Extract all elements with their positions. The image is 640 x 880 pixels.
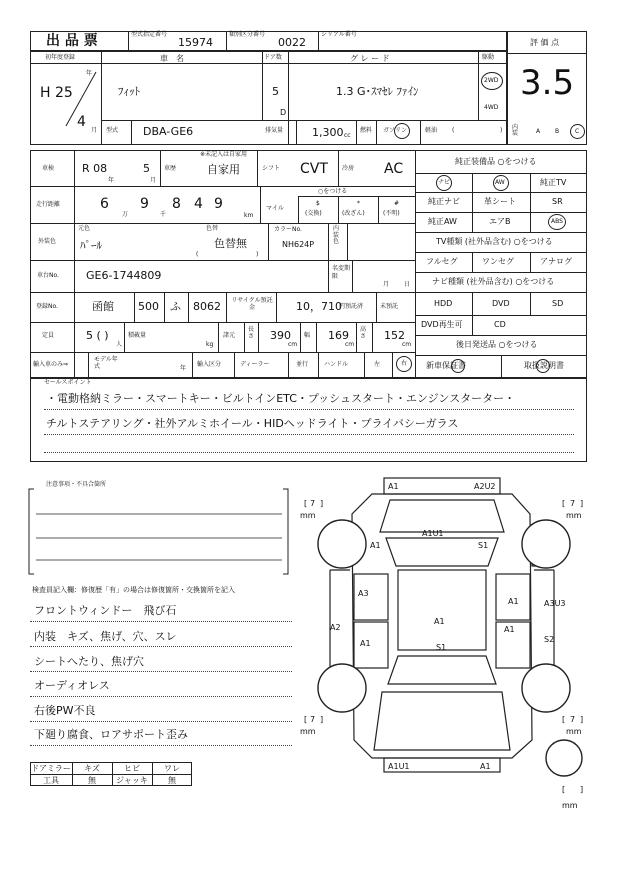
first-reg-month: 4 — [77, 114, 86, 130]
door-type: D — [280, 108, 287, 117]
legend-v3: ジャッキ — [116, 776, 148, 785]
recycle-label: リサイクル預託金 — [231, 297, 273, 312]
legend-v4: 無 — [168, 776, 176, 785]
displacement: 1,300 — [312, 126, 344, 139]
height-value: 152 — [384, 329, 405, 342]
name-change-label: 名変期限 — [332, 265, 351, 280]
person-unit: 人 — [116, 341, 123, 348]
reg-place: 函館 — [92, 300, 114, 313]
mileage-digit-4: 4 — [194, 196, 203, 212]
note-item-3: シートへたり、焦げ穴 — [34, 655, 144, 668]
unknown-sym: # — [394, 200, 400, 207]
recycle-suffix: 円預託済 — [339, 303, 364, 310]
mileage-man: 万 — [122, 211, 129, 218]
tv-header: TV種類 (社外品含む) ○をつける — [436, 237, 553, 246]
inspection-month-unit: 月 — [150, 177, 157, 184]
name-change-month: 月 — [383, 281, 390, 288]
recycle-amount: 10，710 — [296, 300, 342, 313]
equip-genuine-navi: 純正ナビ — [428, 197, 460, 206]
mark-front-bumper-2: A2U2 — [474, 482, 496, 491]
equip-navi: ナビ — [438, 179, 451, 186]
note-item-1: フロントウィンドー 飛び石 — [34, 604, 177, 617]
width-cm: cm — [345, 341, 355, 348]
repaint-value: 色替無 — [214, 237, 247, 250]
navi-dvd-play: DVD再生可 — [421, 320, 463, 329]
year-unit: 年 — [86, 70, 93, 77]
legend-v2: 無 — [88, 776, 96, 785]
car-diagram — [300, 470, 600, 815]
import-parallel: 並行 — [296, 361, 309, 368]
height-label: 高さ — [360, 326, 367, 340]
interior-label: 内装 — [512, 124, 519, 137]
color-no-label: カラーNo. — [274, 226, 302, 233]
handle-right: 右 — [401, 360, 408, 367]
model-label: 型式 — [106, 127, 119, 134]
reg-class: 500 — [138, 300, 159, 313]
tire-rl-mm: mm — [300, 727, 316, 736]
tire-rl-bracket-close: ] — [320, 715, 324, 724]
mileage-digit-3: 8 — [172, 196, 181, 212]
equip-leather: 革シート — [484, 197, 516, 206]
warranty-circle — [451, 359, 465, 373]
category-label: 類別区分番号 — [229, 31, 266, 38]
tire-rl-7: 7 — [310, 715, 316, 724]
width-label: 幅 — [304, 332, 311, 339]
fuel-gasoline: ガソリン — [383, 127, 408, 134]
exchange-sym: $ — [316, 200, 320, 207]
chassis-no: GE6-1744809 — [86, 269, 162, 282]
shift-value: CVT — [300, 161, 328, 177]
tire-fr-bracket: [ — [562, 499, 566, 508]
legend-h2: キズ — [84, 764, 100, 773]
drive-4wd: 4WD — [484, 104, 499, 111]
mark-roof: A1 — [434, 617, 445, 626]
handle-left: 左 — [374, 361, 381, 368]
later-header: 後日発送品 ○をつける — [456, 340, 538, 349]
mark-r-side: A3U3 — [544, 599, 566, 608]
mark-r-front-door: A1 — [508, 597, 519, 606]
fuel-label: 燃料 — [360, 127, 373, 134]
load-kg: kg — [206, 341, 214, 348]
interior-grade-a: A — [536, 128, 541, 135]
car-name: ﾌｨｯﾄ — [118, 85, 140, 98]
model: DBA-GE6 — [143, 125, 194, 138]
mileage-digit-2: 9 — [140, 196, 149, 212]
tire-fr-mm: mm — [566, 511, 582, 520]
category-no: 0022 — [278, 36, 306, 49]
inspection-year: R 08 — [82, 162, 108, 175]
reg-kana: ふ — [170, 300, 181, 313]
mark-fl-fender: A1 — [370, 541, 381, 550]
ac-label: 冷房 — [342, 165, 355, 172]
inspection-year-unit: 年 — [108, 177, 115, 184]
interior-grade-c: C — [575, 128, 580, 135]
spare-bracket-close: ] — [580, 785, 584, 794]
spare-bracket: [ — [562, 785, 566, 794]
tv-analog: アナログ — [540, 257, 572, 266]
door-count: 5 — [272, 85, 279, 98]
equip-sr: SR — [552, 197, 563, 206]
grade-label: グ レ ー ド — [350, 54, 390, 63]
note-item-6: 下廻り腐食、ロアサポート歪み — [34, 728, 188, 741]
tamper-sym: * — [357, 200, 360, 207]
inspector-note: 検査員記入欄：修復歴「有」の場合は修復箇所・交換箇所を記入 — [32, 586, 235, 594]
sales-label: セールスポイント — [44, 379, 92, 386]
manual-circle — [536, 359, 550, 373]
sheet-title: 出 品 票 — [46, 33, 98, 49]
tire-rr-bracket: [ — [562, 715, 566, 724]
recycle-unpaid: 未預託 — [380, 303, 399, 310]
orig-color-label: 元色 — [78, 225, 91, 232]
import-type-label: 輸入区分 — [197, 361, 222, 368]
history-value: 自家用 — [207, 163, 240, 176]
later-manual: 取扱説明書 — [524, 361, 564, 370]
length-cm: cm — [288, 341, 298, 348]
model-year-unit: 年 — [180, 365, 187, 372]
import-label: 輸入車のみ⇒ — [33, 361, 69, 368]
mark-front-bumper-1: A1 — [388, 482, 399, 491]
size-label: 諸元 — [223, 332, 236, 339]
mileage-digit-1: 6 — [100, 196, 109, 212]
equip-tv: 純正TV — [540, 178, 567, 187]
mark-r-qtr: S2 — [544, 635, 555, 644]
navi-cd: CD — [494, 320, 506, 329]
import-dealer: ディーラー — [240, 361, 270, 368]
fuel-paren: ( — [452, 127, 455, 134]
height-cm: cm — [402, 341, 412, 348]
navi-sd: SD — [552, 299, 564, 308]
legend-h1: ドアミラー — [31, 764, 71, 773]
equip-aw: AW — [495, 179, 505, 186]
capacity-label: 定員 — [42, 332, 55, 339]
equipment-header: 純正装備品 ○をつける — [455, 157, 537, 166]
notes-label: 注意事項・不具合箇所 — [46, 481, 107, 488]
inspection-month: 5 — [143, 162, 150, 175]
capacity-value: 5 ( ) — [86, 329, 109, 342]
fuel-diesel: 軽油 — [425, 127, 438, 134]
color-label: 外装色 — [38, 238, 57, 245]
doors-label: ドア数 — [264, 54, 282, 61]
odometer-circle-note: ○をつける — [318, 188, 348, 195]
drive-2wd: 2WD — [484, 77, 499, 84]
reg-label: 登録No. — [36, 303, 58, 310]
reg-number: 8062 — [193, 300, 221, 313]
tire-fl-bracket-close: ] — [320, 499, 324, 508]
tire-fl-7: 7 — [310, 499, 316, 508]
score-label: 評 価 点 — [530, 38, 560, 47]
load-label: 積載量 — [128, 332, 147, 339]
mark-roof-2: S1 — [436, 643, 447, 652]
style-no: 15974 — [178, 36, 213, 49]
mileage-km: km — [244, 212, 254, 219]
navi-header: ナビ種類 (社外品含む) ○をつける — [432, 277, 555, 286]
navi-hdd: HDD — [434, 299, 453, 308]
history-label: 車歴 — [164, 165, 177, 172]
tire-fr-bracket-close: ] — [580, 499, 584, 508]
first-reg-label: 初年度登録 — [45, 54, 76, 61]
handle-label: ハンドル — [324, 361, 349, 368]
length-label: 長さ — [248, 326, 255, 340]
mileage-digit-5: 9 — [214, 196, 223, 212]
repaint-paren-open: ( — [196, 251, 199, 258]
color-value: ﾊﾟｰﾙ — [80, 239, 102, 252]
mark-l-front-door: A3 — [358, 589, 369, 598]
mark-fr-fender: S1 — [478, 541, 489, 550]
score-value: 3.5 — [520, 63, 575, 103]
color-no: NH624P — [282, 240, 315, 249]
tamper-label: (改ざん) — [342, 210, 365, 217]
legend-h3: ヒビ — [124, 764, 140, 773]
header-frame — [30, 31, 507, 51]
width-value: 169 — [328, 329, 349, 342]
fuel-paren-close: ) — [500, 127, 503, 134]
unknown-label: (不明) — [383, 210, 400, 217]
mile-label: マイル — [266, 205, 284, 212]
inspection-label: 車検 — [42, 165, 55, 172]
first-reg-era: H 25 — [40, 85, 73, 101]
exchange-label: (交換) — [305, 210, 322, 217]
tire-rr-7: 7 — [570, 715, 576, 724]
repaint-paren-close: ) — [256, 251, 259, 258]
later-warranty: 新車保証書 — [426, 361, 466, 370]
mileage-label: 走行距離 — [36, 201, 61, 208]
mark-rear-bumper-1: A1U1 — [388, 762, 410, 771]
ac-value: AC — [384, 161, 404, 177]
sales-line-2: チルトステアリング・社外アルミホイール・HIDヘッドライト・プライバシーガラス — [46, 417, 459, 430]
interior-color-label: 内装色 — [333, 225, 340, 246]
mileage-sen: 千 — [160, 211, 167, 218]
mark-rear-bumper-2: A1 — [480, 762, 491, 771]
tire-fr-7: 7 — [570, 499, 576, 508]
tire-rr-mm: mm — [566, 727, 582, 736]
mark-l-sill: A2 — [330, 623, 341, 632]
tire-rr-bracket-close: ] — [580, 715, 584, 724]
tire-fl-bracket: [ — [304, 499, 308, 508]
legend-v1: 工具 — [43, 776, 59, 785]
equip-abs: ABS — [551, 218, 563, 225]
repaint-label: 色替 — [206, 225, 219, 232]
sales-line-1: ・電動格納ミラー・スマートキー・ビルトインETC・プッシュスタート・エンジンスターター・ — [46, 392, 516, 405]
displacement-label: 排気量 — [265, 127, 284, 134]
serial-label: シリアル番号 — [321, 31, 357, 38]
history-note: ※未記入は自家用 — [200, 151, 248, 158]
mark-r-rear-door: A1 — [504, 625, 515, 634]
tire-rl-bracket: [ — [304, 715, 308, 724]
spare-mm: mm — [562, 801, 578, 810]
shift-label: シフト — [262, 165, 281, 172]
navi-dvd: DVD — [492, 299, 510, 308]
month-unit: 月 — [91, 127, 98, 134]
chassis-label: 車台No. — [37, 272, 59, 279]
tv-fullseg: フルセグ — [426, 257, 458, 266]
style-no-label: 型式指定番号 — [131, 31, 168, 38]
mark-hood: A1U1 — [422, 529, 444, 538]
note-item-2: 内装 キズ、焦げ、穴、スレ — [34, 630, 177, 643]
note-item-5: 右後PW不良 — [34, 704, 96, 717]
mark-l-rear-door: A1 — [360, 639, 371, 648]
model-year-label: モデル年式 — [94, 356, 118, 371]
drive-label: 駆動 — [482, 54, 495, 61]
equip-airbag: エアB — [489, 217, 511, 226]
interior-grade-b: B — [555, 128, 560, 135]
notes-bracket — [28, 488, 290, 576]
name-change-day: 日 — [404, 281, 411, 288]
length-value: 390 — [270, 329, 291, 342]
car-name-label: 車 名 — [160, 54, 184, 63]
tv-oneseg: ワンセグ — [482, 257, 514, 266]
equip-genuine-aw: 純正AW — [428, 217, 457, 226]
tire-fl-mm: mm — [300, 511, 316, 520]
grade: 1.3 G･ｽﾏｾﾚ ﾌｧｲﾝ — [336, 85, 419, 98]
cc-unit: cc — [344, 132, 351, 139]
legend-h4: ワレ — [164, 764, 180, 773]
note-item-4: オーディオレス — [34, 679, 110, 692]
